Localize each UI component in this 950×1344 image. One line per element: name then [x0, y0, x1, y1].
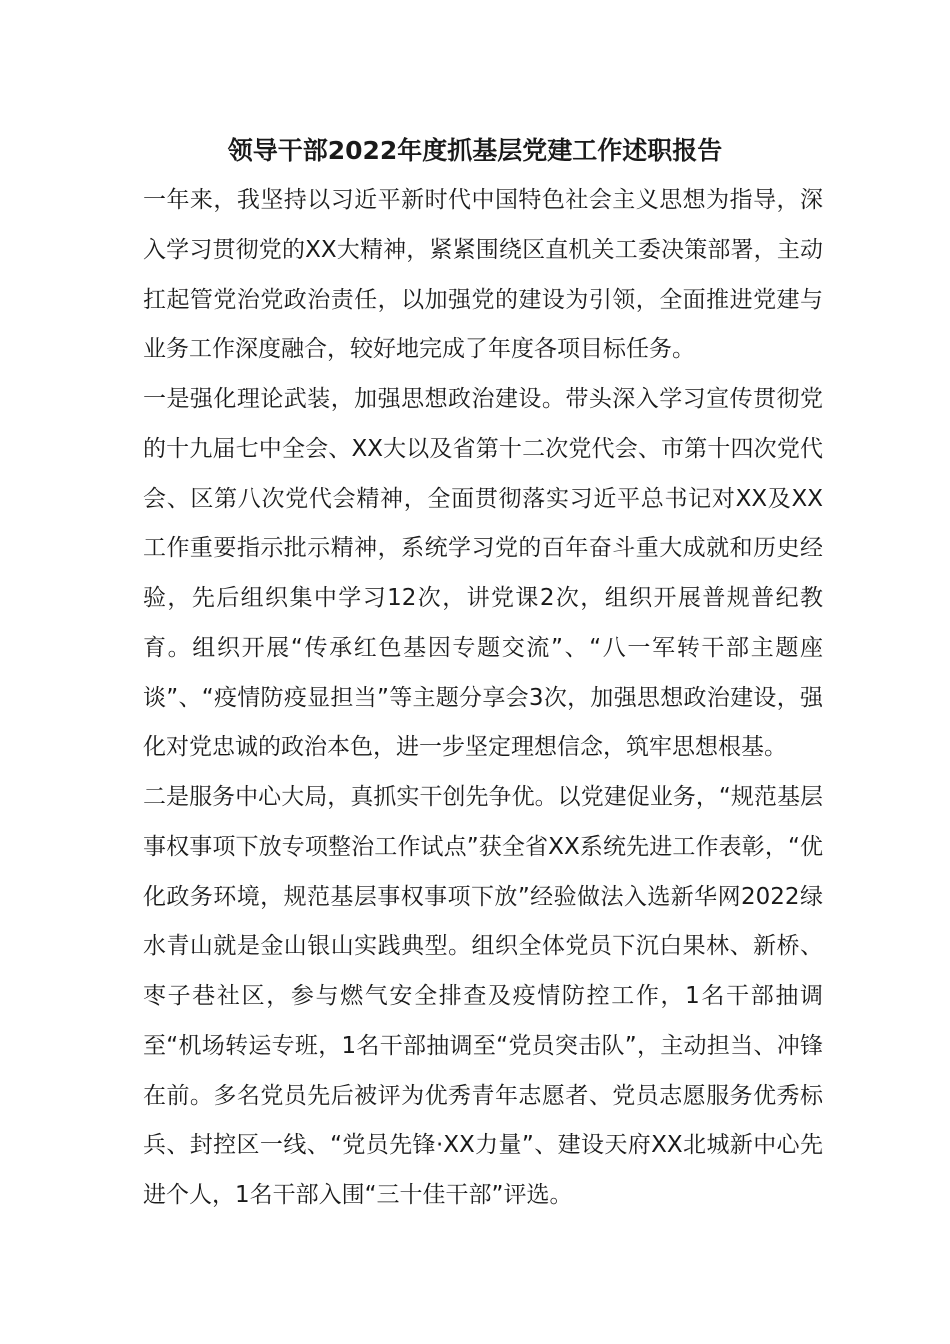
section-one-paragraph: 一是强化理论武装，加强思想政治建设。带头深入学习宣传贯彻党的十九届七中全会、XX大以及省第十二次党代会、市第十四次党代会、区第八次党代会精神，全面贯彻落实习近平总书记对XX及XX工作重要指示批示精神，系统学习党的百年奋斗重大成就和历史经验，先后组织集中学习12次，讲党课2次，组织开展普规普纪教育。组织开展“传承红色基因专题交流”、“八一军转干部主题座谈”、“疫情防疫显担当”等主题分享会3次，加强思想政治建设，强化对党忠诚的政治本色，进一步坚定理想信念，筑牢思想根基。 — [143, 386, 823, 761]
section-two-paragraph: 二是服务中心大局，真抓实干创先争优。以党建促业务，“规范基层事权事项下放专项整治工作试点”获全省XX系统先进工作表彰，“优化政务环境，规范基层事权事项下放”经验做法入选新华网2022绿水青山就是金山银山实践典型。组织全体党员下沉白果林、新桥、枣子巷社区，参与燃气安全排查及疫情防控工作，1名干部抽调至“机场转运专班，1名干部抽调至“党员突击队”，主动担当、冲锋在前。多名党员先后被评为优秀青年志愿者、党员志愿服务优秀标兵、封控区一线、“党员先锋·XX力量”、建设天府XX北城新中心先进个人，1名干部入围“三十佳干部”评选。 — [143, 784, 823, 1208]
document-body — [143, 176, 823, 1221]
document-title: 领导干部2022年度抓基层党建工作述职报告 — [227, 136, 723, 165]
intro-paragraph: 一年来，我坚持以习近平新时代中国特色社会主义思想为指导，深入学习贯彻党的XX大精神，紧紧围绕区直机关工委决策部署，主动扛起管党治党政治责任，以加强党的建设为引领，全面推进党建与业务工作深度融合，较好地完成了年度各项目标任务。 — [143, 187, 823, 363]
